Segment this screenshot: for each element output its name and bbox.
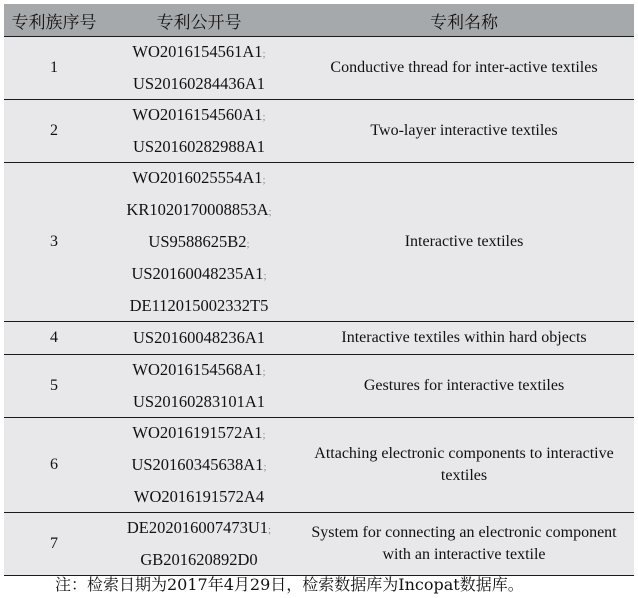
separator-mark: ; bbox=[262, 48, 266, 60]
publication-number bbox=[104, 450, 294, 482]
separator-mark: ; bbox=[263, 461, 267, 473]
publication-number bbox=[104, 100, 294, 132]
publication-number-cell bbox=[104, 513, 294, 576]
publication-number-cell bbox=[104, 322, 294, 355]
table-row bbox=[4, 163, 634, 322]
patent-title-cell: Attaching electronic components to interactive textiles bbox=[294, 418, 634, 513]
publication-number bbox=[104, 545, 294, 575]
patent-title-cell: Conductive thread for inter-active textiles bbox=[294, 37, 634, 100]
patent-table bbox=[4, 4, 634, 576]
publication-number bbox=[104, 195, 294, 227]
publication-number-text: DE112015002332T5 bbox=[129, 296, 269, 315]
separator-mark: ; bbox=[263, 270, 267, 282]
publication-number bbox=[104, 513, 294, 545]
family-number-cell: 6 bbox=[4, 418, 104, 513]
publication-number bbox=[104, 482, 294, 512]
table-row bbox=[4, 513, 634, 576]
publication-number-text: DE202016007473U1 bbox=[126, 518, 269, 537]
publication-number-text: US20160284436A1 bbox=[132, 74, 265, 93]
publication-number bbox=[104, 323, 294, 353]
table-row bbox=[4, 100, 634, 163]
family-number-cell: 7 bbox=[4, 513, 104, 576]
publication-number bbox=[104, 418, 294, 450]
publication-number-text: GB201620892D0 bbox=[140, 550, 258, 569]
publication-number bbox=[104, 132, 294, 162]
publication-number bbox=[104, 37, 294, 69]
publication-number bbox=[104, 69, 294, 99]
patent-title-cell: Interactive textiles bbox=[294, 163, 634, 322]
separator-mark: ; bbox=[262, 429, 266, 441]
patent-title-cell: System for connecting an electronic component with an interactive textile bbox=[294, 513, 634, 576]
separator-mark: ; bbox=[268, 206, 272, 218]
header-patent-title: 专利名称 bbox=[294, 4, 634, 37]
footnote: 注：检索日期为2017年4月29日，检索数据库为Incopat数据库。 bbox=[55, 575, 524, 594]
family-number-cell: 3 bbox=[4, 163, 104, 322]
separator-mark: ; bbox=[268, 524, 272, 536]
publication-number-text: WO2016191572A1 bbox=[132, 423, 263, 442]
separator-mark: ; bbox=[262, 174, 266, 186]
publication-number-text: WO2016191572A4 bbox=[133, 487, 265, 506]
publication-number-text: US9588625B2 bbox=[148, 232, 247, 251]
table-row bbox=[4, 418, 634, 513]
header-family-number: 专利族序号 bbox=[4, 4, 104, 37]
publication-number-cell bbox=[104, 100, 294, 163]
publication-number bbox=[104, 291, 294, 321]
patent-title-cell: Gestures for interactive textiles bbox=[294, 355, 634, 418]
patent-table-container bbox=[4, 4, 634, 576]
family-number-cell: 2 bbox=[4, 100, 104, 163]
publication-number bbox=[104, 227, 294, 259]
family-number-cell: 1 bbox=[4, 37, 104, 100]
publication-number-text: US20160048236A1 bbox=[132, 328, 265, 347]
publication-number-cell bbox=[104, 163, 294, 322]
publication-number-text: US20160282988A1 bbox=[132, 137, 265, 156]
separator-mark: ; bbox=[262, 111, 266, 123]
publication-number bbox=[104, 259, 294, 291]
publication-number-text: US20160345638A1 bbox=[131, 455, 264, 474]
table-row bbox=[4, 37, 634, 100]
publication-number-text: US20160048235A1 bbox=[131, 264, 264, 283]
publication-number-text: WO2016025554A1 bbox=[132, 168, 263, 187]
header-row bbox=[4, 4, 634, 37]
publication-number-text: WO2016154561A1 bbox=[132, 42, 263, 61]
publication-number-text: WO2016154560A1 bbox=[132, 105, 263, 124]
separator-mark: ; bbox=[246, 238, 250, 250]
publication-number-text: WO2016154568A1 bbox=[132, 360, 263, 379]
table-row bbox=[4, 355, 634, 418]
header-publication-number: 专利公开号 bbox=[104, 4, 294, 37]
table-row bbox=[4, 322, 634, 355]
publication-number-text: KR1020170008853A bbox=[126, 200, 269, 219]
separator-mark: ; bbox=[262, 366, 266, 378]
publication-number-cell bbox=[104, 37, 294, 100]
publication-number bbox=[104, 355, 294, 387]
family-number-cell: 5 bbox=[4, 355, 104, 418]
publication-number-cell bbox=[104, 355, 294, 418]
publication-number bbox=[104, 163, 294, 195]
publication-number bbox=[104, 387, 294, 417]
family-number-cell: 4 bbox=[4, 322, 104, 355]
publication-number-cell bbox=[104, 418, 294, 513]
patent-title-cell: Interactive textiles within hard objects bbox=[294, 322, 634, 355]
patent-title-cell: Two-layer interactive textiles bbox=[294, 100, 634, 163]
publication-number-text: US20160283101A1 bbox=[132, 392, 265, 411]
